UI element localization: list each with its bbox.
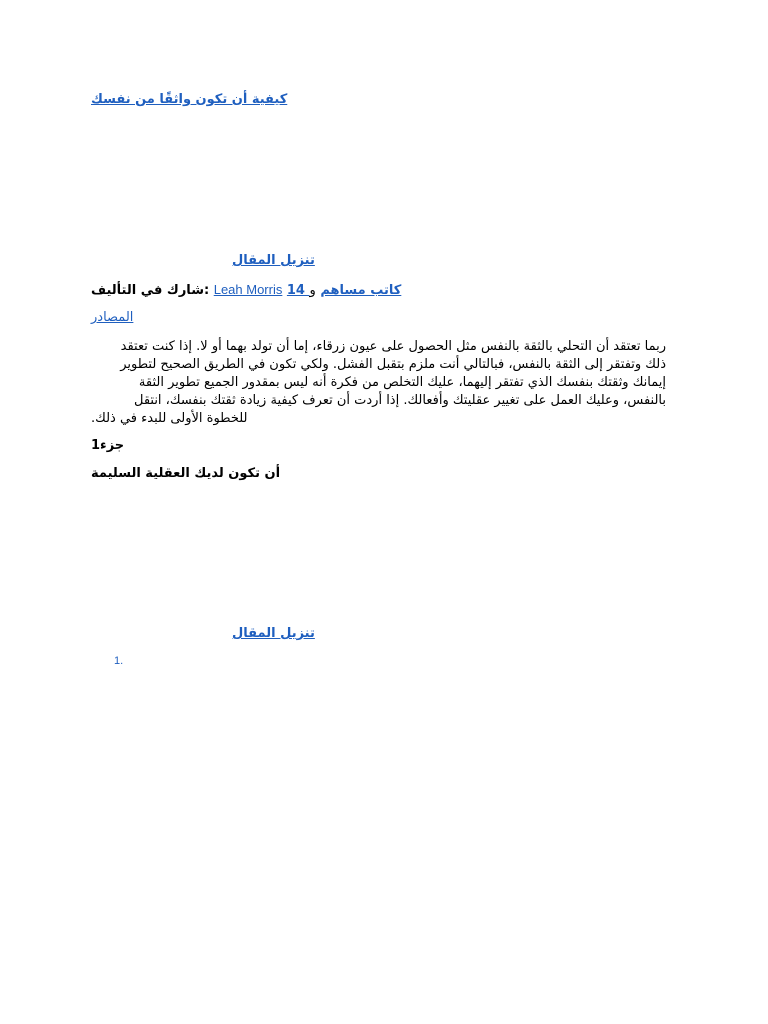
intro-line: ذلك وتفتقر إلى الثقة بالنفس، فبالتالي أنت ملزم بتقبل الفشل. ولكي تكون في الطريق الصحيح لتطوير: [120, 357, 666, 372]
intro-line: ربما تعتقد أن التحلي بالثقة بالنفس مثل الحصول على عيون زرقاء، إما أن تولد بهما أو لا. إذا كنت تعتقد: [120, 339, 666, 354]
download-article-link-2[interactable]: تنزيل المقال: [232, 626, 315, 641]
intro-line: بالنفس، وعليك العمل على تغيير عقليتك وأفعالك. إذا أردت أن تعرف كيفية زيادة ثقتك بنفسك، انتقل: [133, 393, 666, 408]
intro-line: للخطوة الأولى للبدء في ذلك.: [91, 411, 248, 426]
author-link[interactable]: Leah Morris: [213, 282, 283, 297]
byline: [91, 282, 401, 298]
byline-prefix: شارك في التأليف:: [91, 283, 210, 298]
article-title-link[interactable]: كيفية أن تكون واثقًا من نفسك: [91, 92, 288, 107]
part-label: جزء1: [91, 438, 125, 453]
byline-conjunction: و: [309, 283, 316, 298]
download-article-link[interactable]: تنزيل المقال: [232, 253, 315, 268]
contributors-link[interactable]: 14 كاتب مساهم: [286, 283, 402, 298]
section-heading: أن تكون لديك العقلية السليمة: [91, 466, 281, 481]
sources-link[interactable]: المصادر: [91, 310, 134, 325]
list-item-marker: 1.: [114, 655, 124, 667]
intro-paragraph: [91, 338, 666, 428]
intro-line: إيمانك وثقتك بنفسك الذي تفتقر إليهما، عليك التخلص من فكرة أنه ليس بمقدور الجميع تطوير الثقة: [138, 375, 666, 390]
